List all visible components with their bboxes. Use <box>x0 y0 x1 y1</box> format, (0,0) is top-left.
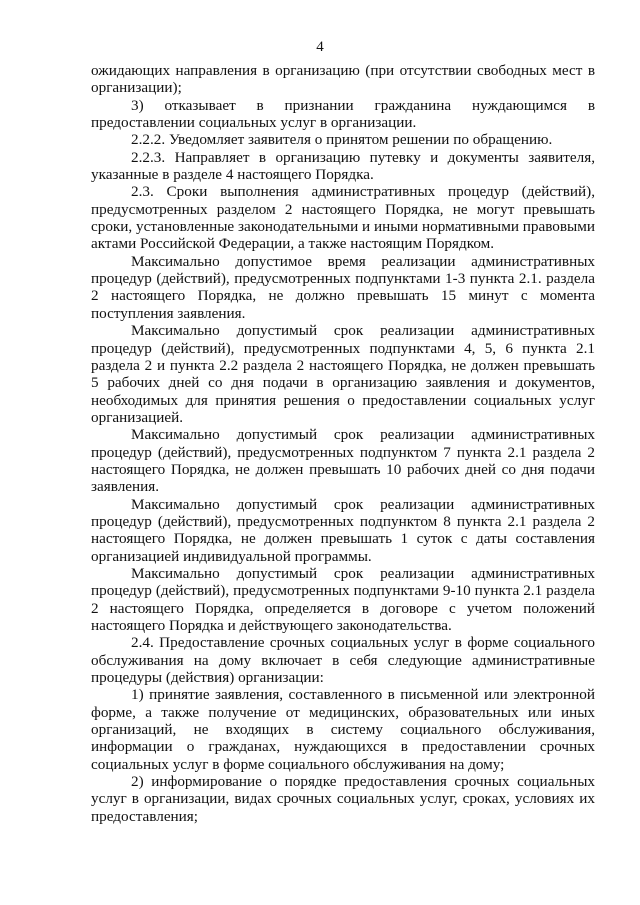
paragraph-max-term-contract: Максимально допустимый срок реализации административных процедур (действий), предусмотренных подпунктами 9-10 пункта 2.1 раздела 2 настоящего Порядка, определяется в договоре с учетом положений настоящего Порядка и действующего законодательства. <box>91 564 595 634</box>
list-item-1: 1) принятие заявления, составленного в письменной или электронной форме, а также получение от медицинских, образовательных или иных организаций, не входящих в систему социального обслуживания, информации о гражданах, нуждающихся в предоставлении срочных социальных услуг в форме социального обслуживания на дому; <box>91 686 595 773</box>
document-body <box>91 62 595 825</box>
paragraph-continuation: ожидающих направления в организацию (при отсутствии свободных мест в организации); <box>91 62 595 97</box>
paragraph-max-term-10-days: Максимально допустимый срок реализации административных процедур (действий), предусмотренных подпунктом 7 пункта 2.1 раздела 2 настоящего Порядка, не должен превышать 10 рабочих дней со дня подачи заявления. <box>91 426 595 496</box>
paragraph-max-time-15-minutes: Максимально допустимое время реализации административных процедур (действий), предусмотренных подпунктами 1-3 пункта 2.1. раздела 2 настоящего Порядка, не должно превышать 15 минут с момента поступления заявления. <box>91 252 595 322</box>
paragraph-max-term-1-day: Максимально допустимый срок реализации административных процедур (действий), предусмотренных подпунктом 8 пункта 2.1 раздела 2 настоящего Порядка, не должен превышать 1 суток с даты составления организацией индивидуальной программы. <box>91 495 595 565</box>
paragraph-2-3: 2.3. Сроки выполнения административных процедур (действий), предусмотренных разделом 2 настоящего Порядка, не могут превышать сроки, установленные законодательными и иными нормативными правовыми актами Российской Федерации, а также настоящим Порядком. <box>91 183 595 253</box>
paragraph-2-2-3: 2.2.3. Направляет в организацию путевку и документы заявителя, указанные в разделе 4 настоящего Порядка. <box>91 148 595 184</box>
page-number: 4 <box>316 39 324 55</box>
paragraph-2-2-2: 2.2.2. Уведомляет заявителя о принятом решении по обращению. <box>131 131 553 149</box>
paragraph-max-term-5-days: Максимально допустимый срок реализации административных процедур (действий), предусмотренных подпунктами 4, 5, 6 пункта 2.1 раздела 2 и пункта 2.2 раздела 2 настоящего Порядка, не должен превышать 5 рабочих дней со дня подачи в организацию заявления и документов, необходимых для принятия решения о предоставлении социальных услуг организацией. <box>91 322 595 426</box>
list-item-2: 2) информирование о порядке предоставления срочных социальных услуг в организации, видах срочных социальных услуг, сроках, условиях их предоставления; <box>91 773 595 825</box>
paragraph-2-4: 2.4. Предоставление срочных социальных услуг в форме социального обслуживания на дому включает в себя следующие административные процедуры (действия) организации: <box>91 634 595 687</box>
paragraph-refusal: 3) отказывает в признании гражданина нуждающимся в предоставлении социальных услуг в организации. <box>91 96 595 132</box>
